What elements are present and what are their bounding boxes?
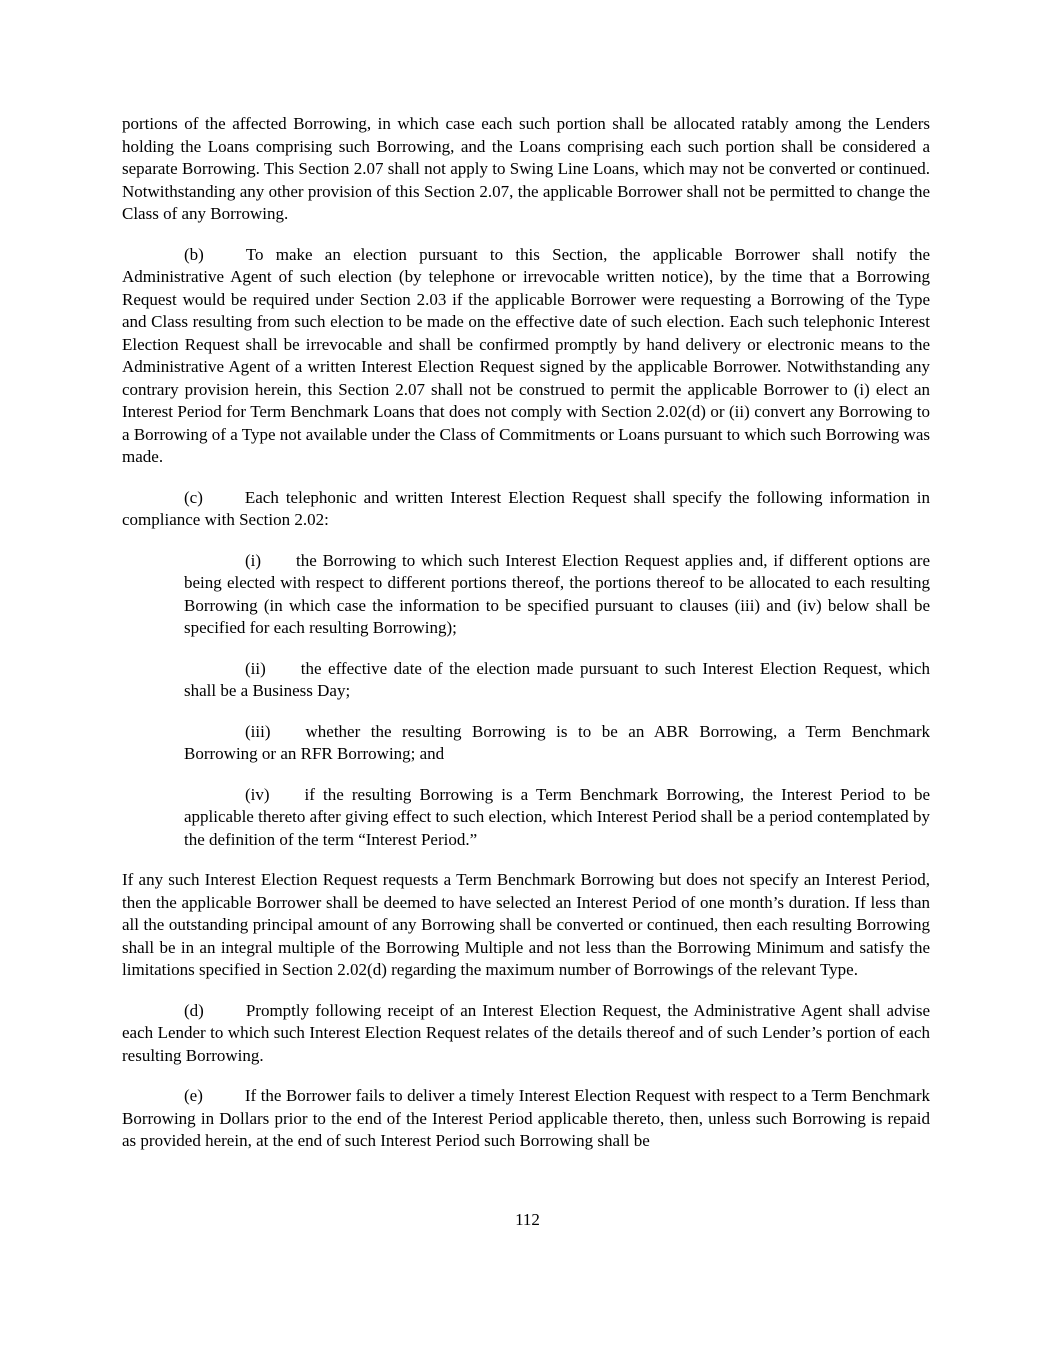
paragraph-d [122, 1000, 930, 1068]
paragraph-flush [122, 869, 930, 982]
paragraph-label: (e) [184, 1086, 203, 1105]
paragraph-label: (d) [184, 1000, 204, 1020]
clause-label: (i) [245, 550, 262, 570]
paragraph-e [122, 1085, 930, 1153]
paragraph-c [122, 487, 930, 532]
clause-text: if the resulting Borrowing is a Term Benchmark Borrowing, the Interest Period to be applicable thereto after giving effect to such election, which Interest Period shall be a period contemplated by the definition of the term “Interest Period.” [184, 784, 930, 849]
clause-i [184, 550, 930, 640]
clause-label: (ii) [245, 658, 266, 678]
paragraph-text: If any such Interest Election Request requests a Term Benchmark Borrowing but does not specify an Interest Period, then the applicable Borrower shall be deemed to have selected an Interest Period of one month’s duration. If less than all the outstanding principal amount of any Borrowing shall be converted or continued, then each resulting Borrowing shall be in an integral multiple of the Borrowing Multiple and not less than the Borrowing Minimum and satisfy the limitations specified in Section 2.02(d) regarding the maximum number of Borrowings of the relevant Type. [122, 870, 930, 979]
clause-text: the effective date of the election made pursuant to such Interest Election Request, which shall be a Business Day; [184, 658, 930, 700]
paragraph-label: (b) [184, 244, 204, 264]
paragraph-continuation [122, 113, 930, 226]
paragraph-label: (c) [184, 487, 203, 507]
clause-text: whether the resulting Borrowing is to be an ABR Borrowing, a Term Benchmark Borrowing or an RFR Borrowing; and [184, 721, 930, 763]
clause-ii [184, 658, 930, 703]
paragraph-text: portions of the affected Borrowing, in which case each such portion shall be allocated ratably among the Lenders holding the Loans comprising such Borrowing, and the Loans comprising each such portion shall be considered a separate Borrowing. This Section 2.07 shall not apply to Swing Line Loans, which may not be converted or continued. Notwithstanding any other provision of this Section 2.07, the applicable Borrower shall not be permitted to change the Class of any Borrowing. [122, 114, 930, 223]
clause-iv [184, 784, 930, 852]
paragraph-text: If the Borrower fails to deliver a timely Interest Election Request with respect to a Term Benchmark Borrowing in Dollars prior to the end of the Interest Period applicable thereto, then, unless such Borrowing is repaid as provided herein, at the end of such Interest Period such Borrowing shall be [122, 1086, 930, 1150]
paragraph-text: To make an election pursuant to this Section, the applicable Borrower shall notify the Administrative Agent of such election (by telephone or irrevocable written notice), by the time that a Borrowing Request would be required under Section 2.03 if the applicable Borrower were requesting a Borrowing of the Type and Class resulting from such election to be made on the effective date of such election. Each such telephonic Interest Election Request shall be irrevocable and shall be confirmed promptly by hand delivery or electronic means to the Administrative Agent of a written Interest Election Request signed by the applicable Borrower. Notwithstanding any contrary provision herein, this Section 2.07 shall not be construed to permit the applicable Borrower to (i) elect an Interest Period for Term Benchmark Loans that does not comply with Section 2.02(d) or (ii) convert any Borrowing to a Borrowing of a Type not available under the Class of Commitments or Loans pursuant to which such Borrowing was made. [122, 244, 930, 466]
paragraph-text: Each telephonic and written Interest Election Request shall specify the following information in compliance with Section 2.02: [122, 487, 930, 529]
clause-label: (iv) [245, 784, 270, 804]
document-body [122, 113, 930, 1171]
clause-label: (iii) [245, 721, 271, 741]
clause-iii [184, 721, 930, 766]
paragraph-b [122, 244, 930, 469]
page-number: 112 [515, 1210, 540, 1229]
paragraph-text: Promptly following receipt of an Interest Election Request, the Administrative Agent shall advise each Lender to which such Interest Election Request relates of the details thereof and of such Lender’s portion of each resulting Borrowing. [122, 1000, 930, 1065]
clause-text: the Borrowing to which such Interest Election Request applies and, if different options are being elected with respect to different portions thereof, the portions thereof to be allocated to each resulting Borrowing (in which case the information to be specified pursuant to clauses (iii) and (iv) below shall be specified for each resulting Borrowing); [184, 550, 930, 637]
